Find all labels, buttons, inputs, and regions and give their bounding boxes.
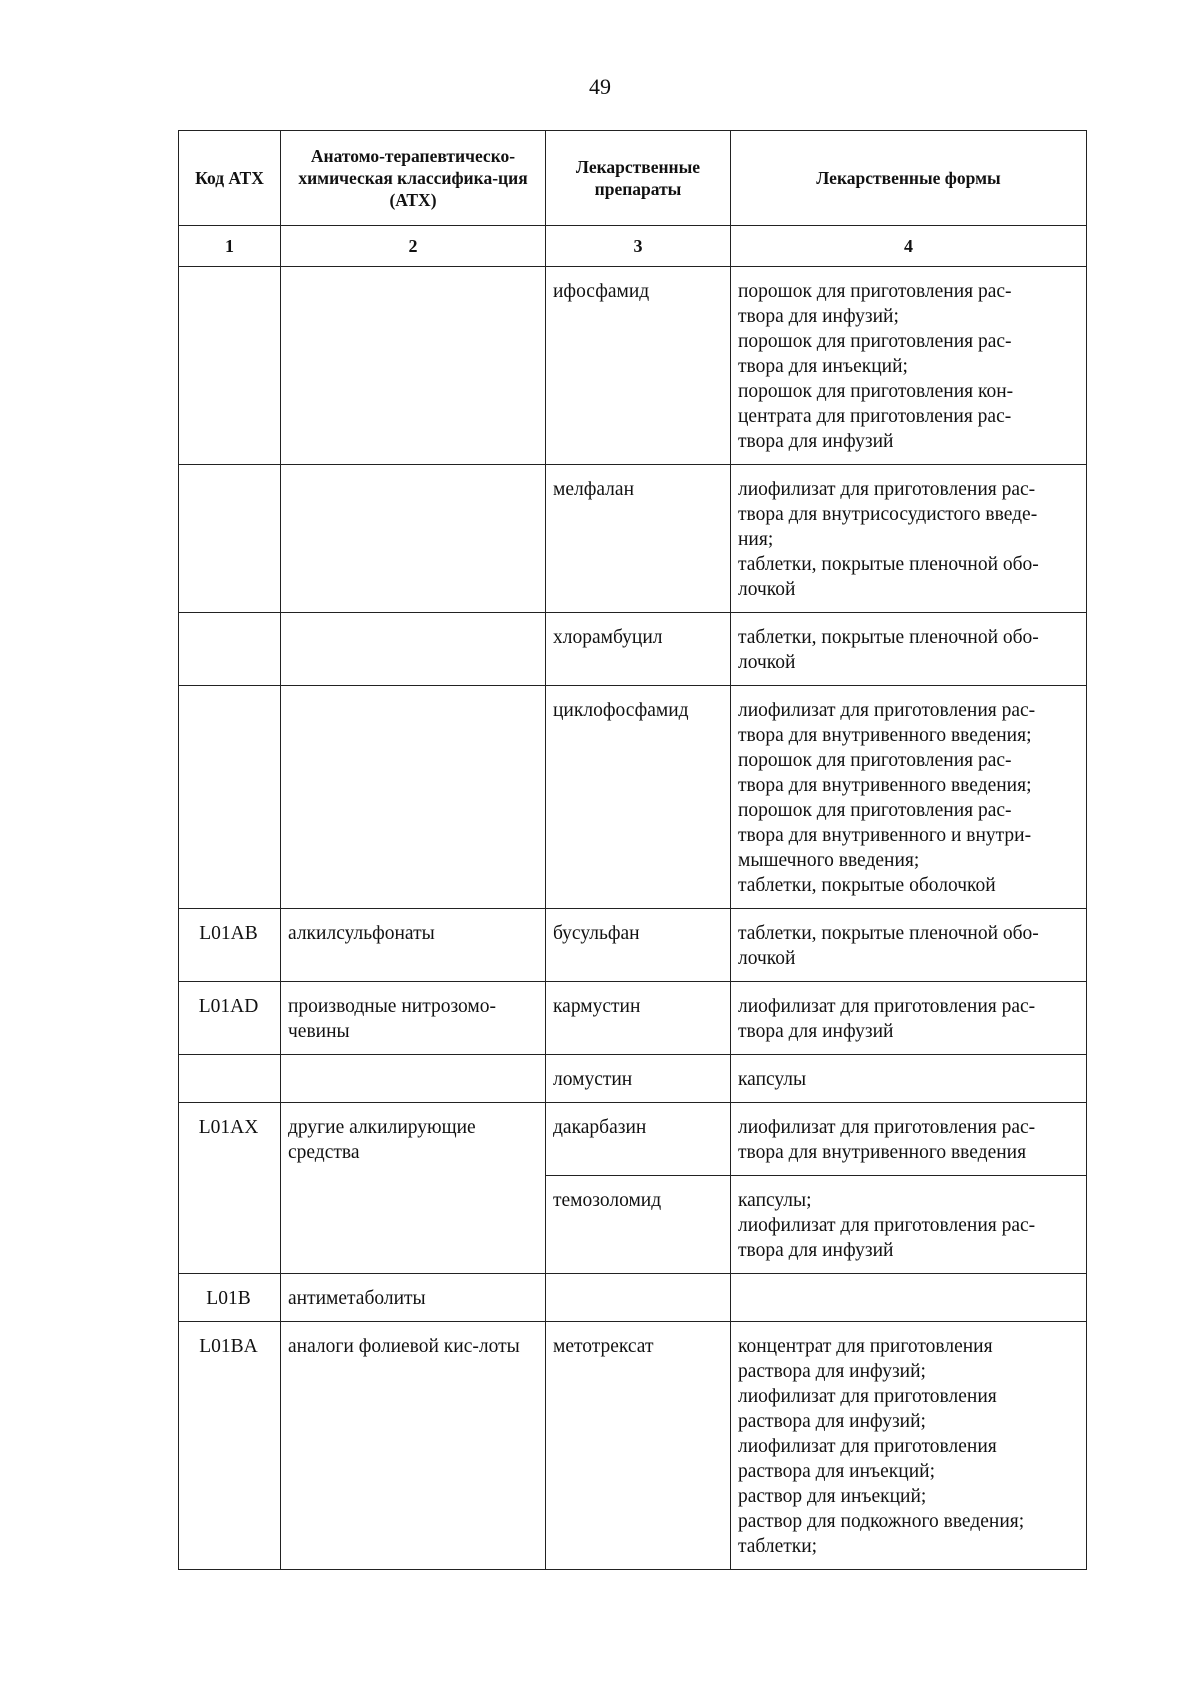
drug-name-cell: метотрексат <box>546 1322 731 1570</box>
atx-code-cell <box>179 686 281 909</box>
dosage-forms-cell <box>731 465 1087 613</box>
drug-name-cell: темозоломид <box>546 1176 731 1274</box>
atx-classification-cell: антиметаболиты <box>281 1274 546 1322</box>
dosage-form-line: таблетки; <box>738 1536 818 1557</box>
dosage-form-line: раствора для инфузий; <box>738 1361 926 1382</box>
dosage-form-line: твора для внутрисосудистого введе- <box>738 504 1038 525</box>
atx-code-cell <box>179 1176 281 1274</box>
dosage-form-line: порошок для приготовления кон- <box>738 381 1014 402</box>
dosage-form-line: твора для инъекций; <box>738 356 908 377</box>
dosage-form-line: лиофилизат для приготовления рас- <box>738 1215 1036 1236</box>
dosage-forms-cell <box>731 1322 1087 1570</box>
column-number: 4 <box>731 226 1087 267</box>
table-row <box>179 267 1087 465</box>
column-number-row <box>179 226 1087 267</box>
table-row <box>179 686 1087 909</box>
dosage-form-line: таблетки, покрытые оболочкой <box>738 875 996 896</box>
dosage-form-line: лочкой <box>738 579 796 600</box>
dosage-form-line: порошок для приготовления рас- <box>738 750 1012 771</box>
table-row <box>179 982 1087 1055</box>
dosage-forms-cell <box>731 982 1087 1055</box>
header-forms: Лекарственные формы <box>731 131 1087 226</box>
atx-table <box>178 130 1087 1570</box>
dosage-form-line: лочкой <box>738 948 796 969</box>
header-classification: Анатомо-терапевтическо-химическая классифика-ция (АТХ) <box>281 131 546 226</box>
header-code: Код АТХ <box>179 131 281 226</box>
atx-classification-cell: алкилсульфонаты <box>281 909 546 982</box>
header-drugs: Лекарственные препараты <box>546 131 731 226</box>
atx-code-cell: L01AB <box>179 909 281 982</box>
dosage-forms-cell <box>731 1055 1087 1103</box>
dosage-form-line: лиофилизат для приготовления рас- <box>738 479 1036 500</box>
atx-code-cell <box>179 1055 281 1103</box>
atx-classification-cell: другие алкилирующие средства <box>281 1103 546 1176</box>
table-row <box>179 1103 1087 1176</box>
dosage-form-line: твора для внутривенного введения; <box>738 725 1032 746</box>
dosage-form-line: твора для инфузий <box>738 1021 894 1042</box>
dosage-form-line: твора для внутривенного введения <box>738 1142 1027 1163</box>
drug-name-cell: ломустин <box>546 1055 731 1103</box>
dosage-forms-cell <box>731 1274 1087 1322</box>
atx-classification-cell <box>281 267 546 465</box>
dosage-forms-cell <box>731 267 1087 465</box>
dosage-form-line: ния; <box>738 529 774 550</box>
dosage-forms-cell <box>731 686 1087 909</box>
drug-name-cell: хлорамбуцил <box>546 613 731 686</box>
atx-classification-cell <box>281 686 546 909</box>
atx-code-cell: L01AX <box>179 1103 281 1176</box>
column-number: 3 <box>546 226 731 267</box>
dosage-forms-cell <box>731 1103 1087 1176</box>
drug-name-cell <box>546 1274 731 1322</box>
drug-name-cell: бусульфан <box>546 909 731 982</box>
dosage-form-line: раствор для инъекций; <box>738 1486 927 1507</box>
atx-code-cell <box>179 267 281 465</box>
table-row <box>179 613 1087 686</box>
table-row <box>179 1055 1087 1103</box>
atx-classification-cell <box>281 613 546 686</box>
drug-name-cell: ифосфамид <box>546 267 731 465</box>
header-row <box>179 131 1087 226</box>
drug-name-cell: кармустин <box>546 982 731 1055</box>
dosage-form-line: раствора для инъекций; <box>738 1461 935 1482</box>
dosage-form-line: таблетки, покрытые пленочной обо- <box>738 923 1039 944</box>
atx-code-cell <box>179 613 281 686</box>
dosage-form-line: порошок для приготовления рас- <box>738 331 1012 352</box>
dosage-form-line: центрата для приготовления рас- <box>738 406 1012 427</box>
dosage-form-line: порошок для приготовления рас- <box>738 281 1012 302</box>
drug-name-cell: дакарбазин <box>546 1103 731 1176</box>
dosage-form-line: лиофилизат для приготовления <box>738 1436 997 1457</box>
atx-code-cell: L01AD <box>179 982 281 1055</box>
atx-classification-cell <box>281 465 546 613</box>
dosage-form-line: лочкой <box>738 652 796 673</box>
table-row <box>179 465 1087 613</box>
dosage-form-line: лиофилизат для приготовления рас- <box>738 700 1036 721</box>
dosage-forms-cell <box>731 613 1087 686</box>
page-number: 49 <box>589 74 611 99</box>
table-row <box>179 1322 1087 1570</box>
dosage-form-line: лиофилизат для приготовления <box>738 1386 997 1407</box>
table-row <box>179 1176 1087 1274</box>
dosage-form-line: твора для внутривенного введения; <box>738 775 1032 796</box>
atx-code-cell: L01BA <box>179 1322 281 1570</box>
dosage-forms-cell <box>731 909 1087 982</box>
dosage-form-line: таблетки, покрытые пленочной обо- <box>738 554 1039 575</box>
dosage-form-line: капсулы; <box>738 1190 812 1211</box>
table-row <box>179 909 1087 982</box>
dosage-form-line: раствора для инфузий; <box>738 1411 926 1432</box>
drug-name-cell: мелфалан <box>546 465 731 613</box>
table-row <box>179 1274 1087 1322</box>
dosage-form-line: лиофилизат для приготовления рас- <box>738 1117 1036 1138</box>
atx-code-cell <box>179 465 281 613</box>
dosage-form-line: твора для внутривенного и внутри- <box>738 825 1032 846</box>
dosage-form-line: раствор для подкожного введения; <box>738 1511 1025 1532</box>
atx-classification-cell <box>281 1055 546 1103</box>
dosage-form-line: концентрат для приготовления <box>738 1336 993 1357</box>
dosage-form-line: таблетки, покрытые пленочной обо- <box>738 627 1039 648</box>
dosage-form-line: твора для инфузий <box>738 431 894 452</box>
atx-classification-cell: аналоги фолиевой кис-лоты <box>281 1322 546 1570</box>
dosage-form-line: мышечного введения; <box>738 850 920 871</box>
dosage-form-line: твора для инфузий; <box>738 306 899 327</box>
atx-classification-cell <box>281 1176 546 1274</box>
column-number: 2 <box>281 226 546 267</box>
dosage-form-line: порошок для приготовления рас- <box>738 800 1012 821</box>
drug-name-cell: циклофосфамид <box>546 686 731 909</box>
dosage-form-line: капсулы <box>738 1069 807 1090</box>
column-number: 1 <box>179 226 281 267</box>
dosage-forms-cell <box>731 1176 1087 1274</box>
dosage-form-line: твора для инфузий <box>738 1240 894 1261</box>
dosage-form-line: лиофилизат для приготовления рас- <box>738 996 1036 1017</box>
atx-classification-cell: производные нитрозомо-чевины <box>281 982 546 1055</box>
atx-code-cell: L01B <box>179 1274 281 1322</box>
